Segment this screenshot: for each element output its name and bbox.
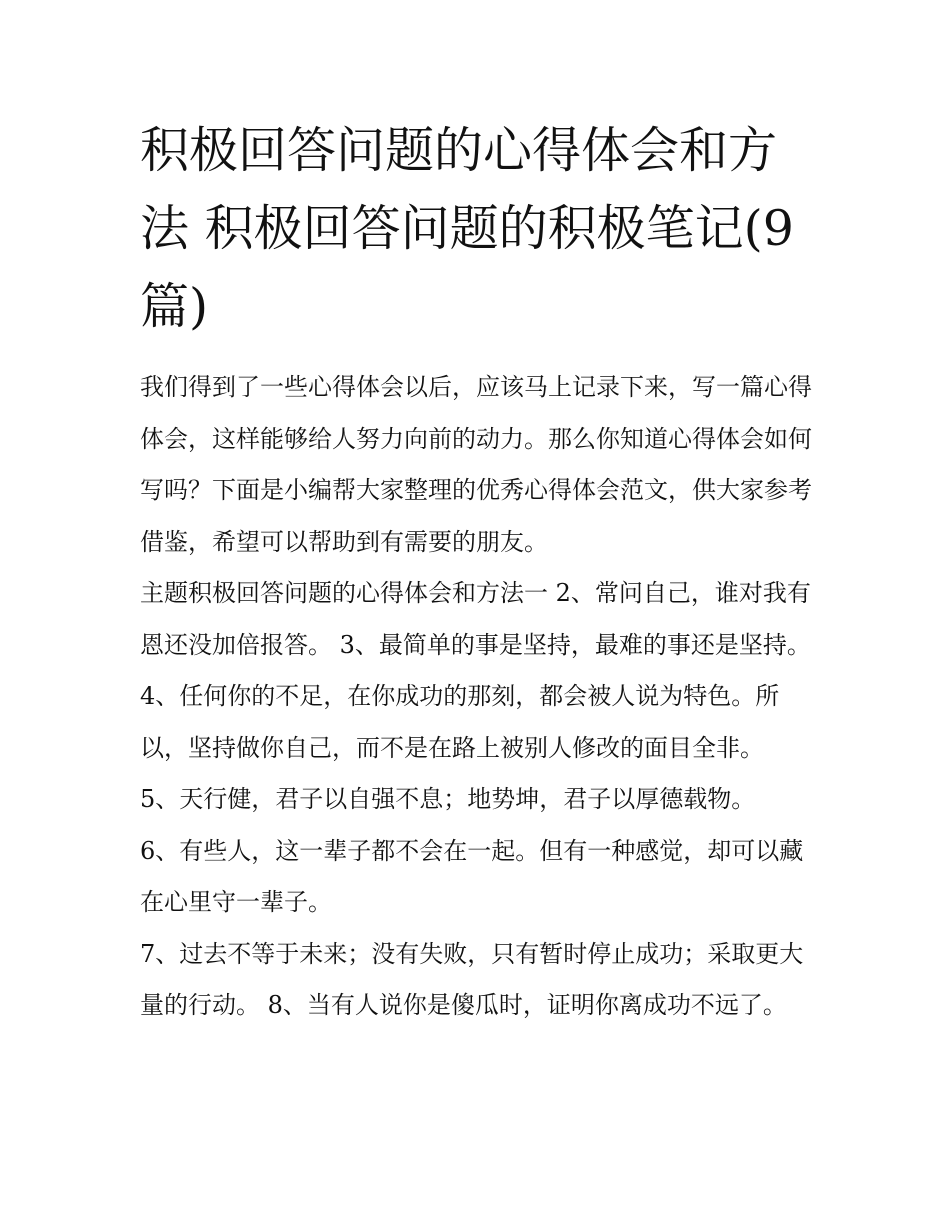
intro-paragraph: 我们得到了一些心得体会以后，应该马上记录下来，写一篇心得体会，这样能够给人努力向前的动力。那么你知道心得体会如何写吗？下面是小编帮大家整理的优秀心得体会范文，供大家参考借鉴，希望可以帮助到有需要的朋友。 — [140, 373, 812, 556]
body-paragraph: 5、天行健，君子以自强不息；地势坤，君子以厚德载物。 — [140, 785, 756, 813]
body-paragraph: 6、有些人，这一辈子都不会在一起。但有一种感觉，却可以藏在心里守一辈子。 — [140, 836, 804, 916]
body-paragraph: 7、过去不等于未来；没有失败，只有暂时停止成功；采取更大量的行动。 8、当有人说你是傻瓜时，证明你离成功不远了。 — [140, 939, 804, 1019]
document-title: 积极回答问题的心得体会和方法 积极回答问题的积极笔记(9篇) — [140, 122, 794, 335]
body-paragraph: 4、任何你的不足，在你成功的那刻，都会被人说为特色。所以，坚持做你自己，而不是在路上被别人修改的面目全非。 — [140, 682, 780, 762]
body-paragraph: 主题积极回答问题的心得体会和方法一 2、常问自己，谁对我有恩还没加倍报答。 3、最简单的事是坚持，最难的事还是坚持。 — [140, 579, 811, 659]
